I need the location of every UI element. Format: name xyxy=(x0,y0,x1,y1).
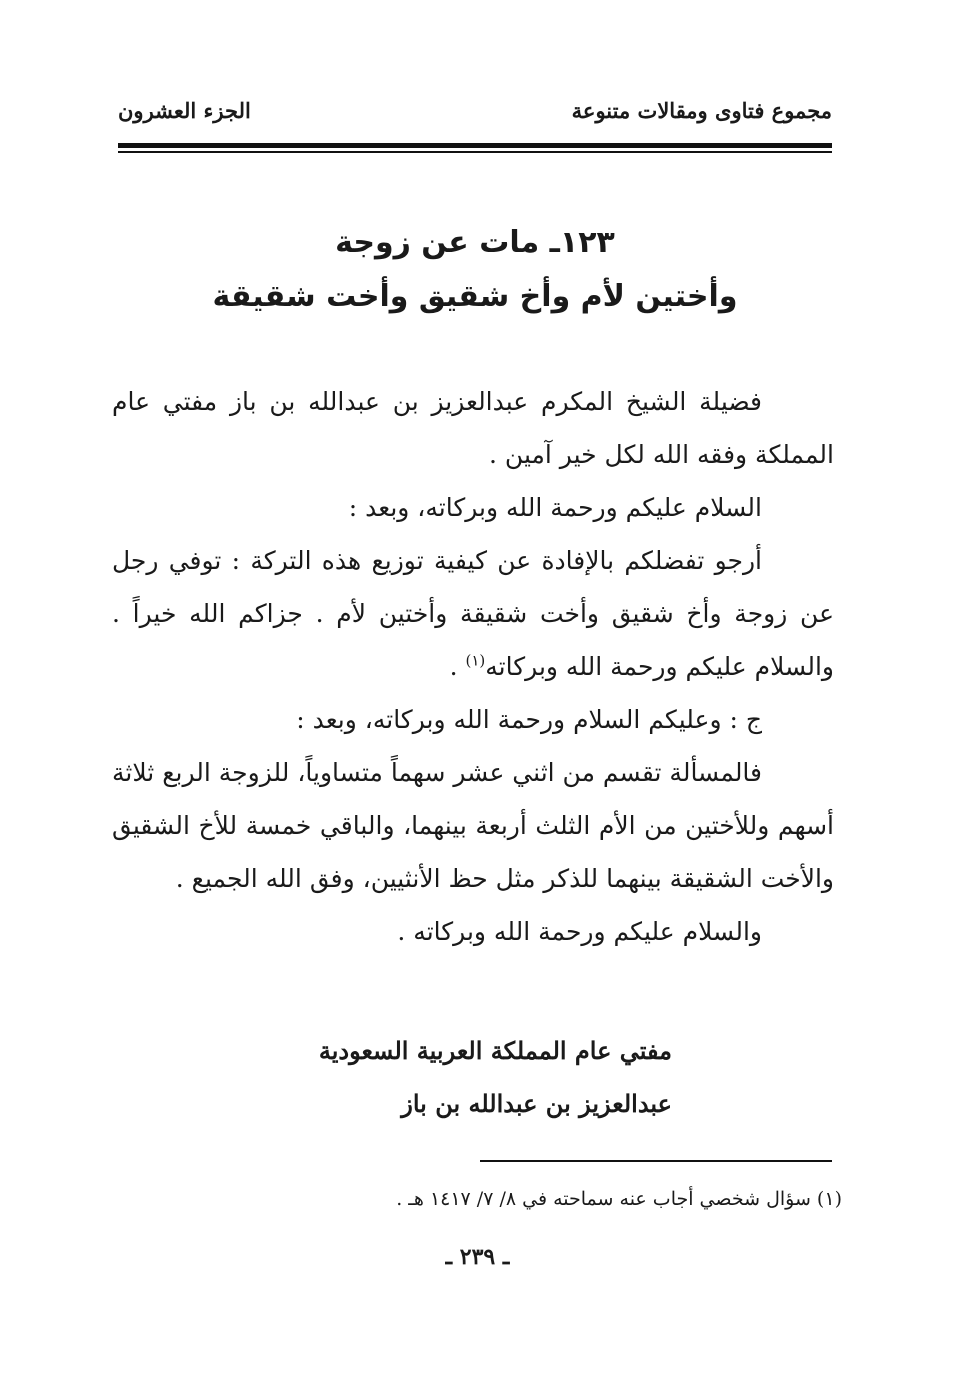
fatwa-title xyxy=(118,216,832,324)
paragraph-address: فضيلة الشيخ المكرم عبدالعزيز بن عبدالله بن باز مفتي عام المملكة وفقه الله لكل خير آمين . xyxy=(112,387,834,469)
title-line-2: وأختين لأم وأخ شقيق وأخت شقيقة xyxy=(212,279,738,314)
running-header xyxy=(118,98,832,134)
title-line-1: ١٢٣ـ مات عن زوجة xyxy=(335,225,615,260)
footnote-marker: (١) xyxy=(465,651,486,670)
question-end: . xyxy=(449,652,466,681)
body-text xyxy=(112,375,834,958)
question-text: أرجو تفضلكم بالإفادة عن كيفية توزيع هذه التركة : توفي رجل عن زوجة وأخ شقيق وأخت شقيقة وأختين لأم . جزاكم الله خيراً . والسلام عليكم ورحمة الله وبركاته xyxy=(112,546,834,681)
signature-name: عبدالعزيز بن عبدالله بن باز xyxy=(401,1089,672,1118)
header-rule-thin xyxy=(118,151,832,153)
header-rule-thick xyxy=(118,143,832,148)
signature-title: مفتي عام المملكة العربية السعودية xyxy=(318,1036,672,1065)
page-number: ـ ٢٣٩ ـ xyxy=(445,1244,510,1270)
footnote: (١) سؤال شخصي أجاب عنه سماحته في ٨/ ٧/ ١٤١٧ هـ . xyxy=(396,1188,842,1210)
volume-label: الجزء العشرون xyxy=(118,98,251,123)
book-title: مجموع فتاوى ومقالات متنوعة xyxy=(571,98,832,123)
paragraph-answer: فالمسألة تقسم من اثني عشر سهماً متساوياً، للزوجة الربع ثلاثة أسهم وللأختين من الأم الثلث أربعة بينهما، والباقي خمسة للأخ الشقيق والأخت الشقيقة بينهما للذكر مثل حظ الأنثيين، وفق الله الجميع . xyxy=(112,758,834,893)
footnote-rule xyxy=(480,1160,832,1162)
paragraph-closing: والسلام عليكم ورحمة الله وبركاته . xyxy=(397,917,762,946)
paragraph-answer-greeting: ج : وعليكم السلام ورحمة الله وبركاته، وبعد : xyxy=(296,705,762,734)
signature-block xyxy=(118,1024,832,1130)
paragraph-question xyxy=(112,534,834,693)
paragraph-greeting: السلام عليكم ورحمة الله وبركاته، وبعد : xyxy=(348,493,762,522)
